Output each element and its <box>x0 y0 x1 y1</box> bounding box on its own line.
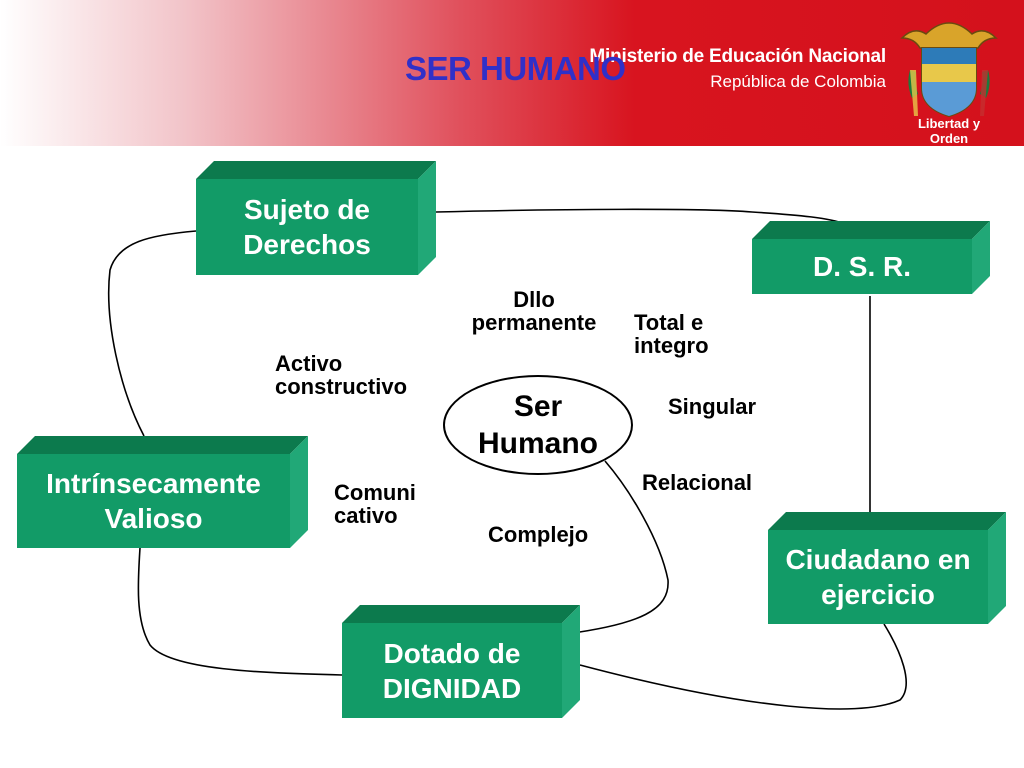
box-ciudadano-en-ejercicio <box>768 512 1006 624</box>
box-top <box>768 512 1006 530</box>
label-total-e-integro: Total e integro <box>634 310 709 359</box>
intrinsecamente-line2: Valioso <box>104 503 203 534</box>
ciudadano-line2: ejercicio <box>821 579 935 610</box>
ciudadano-line1: Ciudadano en <box>785 544 971 575</box>
sujeto-line2: Derechos <box>243 229 371 260</box>
box-face <box>17 454 290 548</box>
label-complejo: Complejo <box>488 522 589 547</box>
box-intrinsecamente-valioso <box>17 436 308 548</box>
box-top <box>342 605 580 623</box>
box-side <box>562 605 580 718</box>
label-relacional: Relacional <box>642 470 753 495</box>
motto-text: Libertad y Orden <box>917 116 981 146</box>
label-singular: Singular <box>668 394 757 419</box>
box-side <box>290 436 308 548</box>
oval-line2: Humano <box>478 427 598 460</box>
ministry-name: Ministerio de Educación Nacional <box>589 46 886 67</box>
box-face <box>342 623 562 718</box>
sujeto-line1: Sujeto de <box>243 194 370 225</box>
dsr-label: D. S. R. <box>812 251 911 282</box>
box-top <box>17 436 308 454</box>
label-dllo-permanente: Dllo permanente <box>471 287 597 336</box>
box-side <box>988 512 1006 624</box>
slide-title: SER HUMANO <box>405 50 626 87</box>
box-sujeto-de-derechos <box>196 161 436 275</box>
ser-humano-oval <box>443 375 633 475</box>
intrinsecamente-line1: Intrínsecamente <box>46 468 261 499</box>
box-face <box>752 239 972 294</box>
label-activo-constructivo: Activo constructivo <box>275 351 408 400</box>
label-comunicativo: Comuni cativo <box>334 480 416 529</box>
box-top <box>752 221 990 239</box>
box-dsr <box>752 221 990 294</box>
box-top <box>196 161 436 179</box>
box-side <box>418 161 436 275</box>
dotado-line1: Dotado de <box>383 637 521 669</box>
box-face <box>768 530 988 624</box>
oval-line1: Ser <box>513 389 563 423</box>
box-dotado-de-dignidad <box>342 605 580 718</box>
dotado-line2: DIGNIDAD <box>382 672 522 704</box>
country-name: República de Colombia <box>710 72 886 91</box>
box-face <box>196 179 418 275</box>
